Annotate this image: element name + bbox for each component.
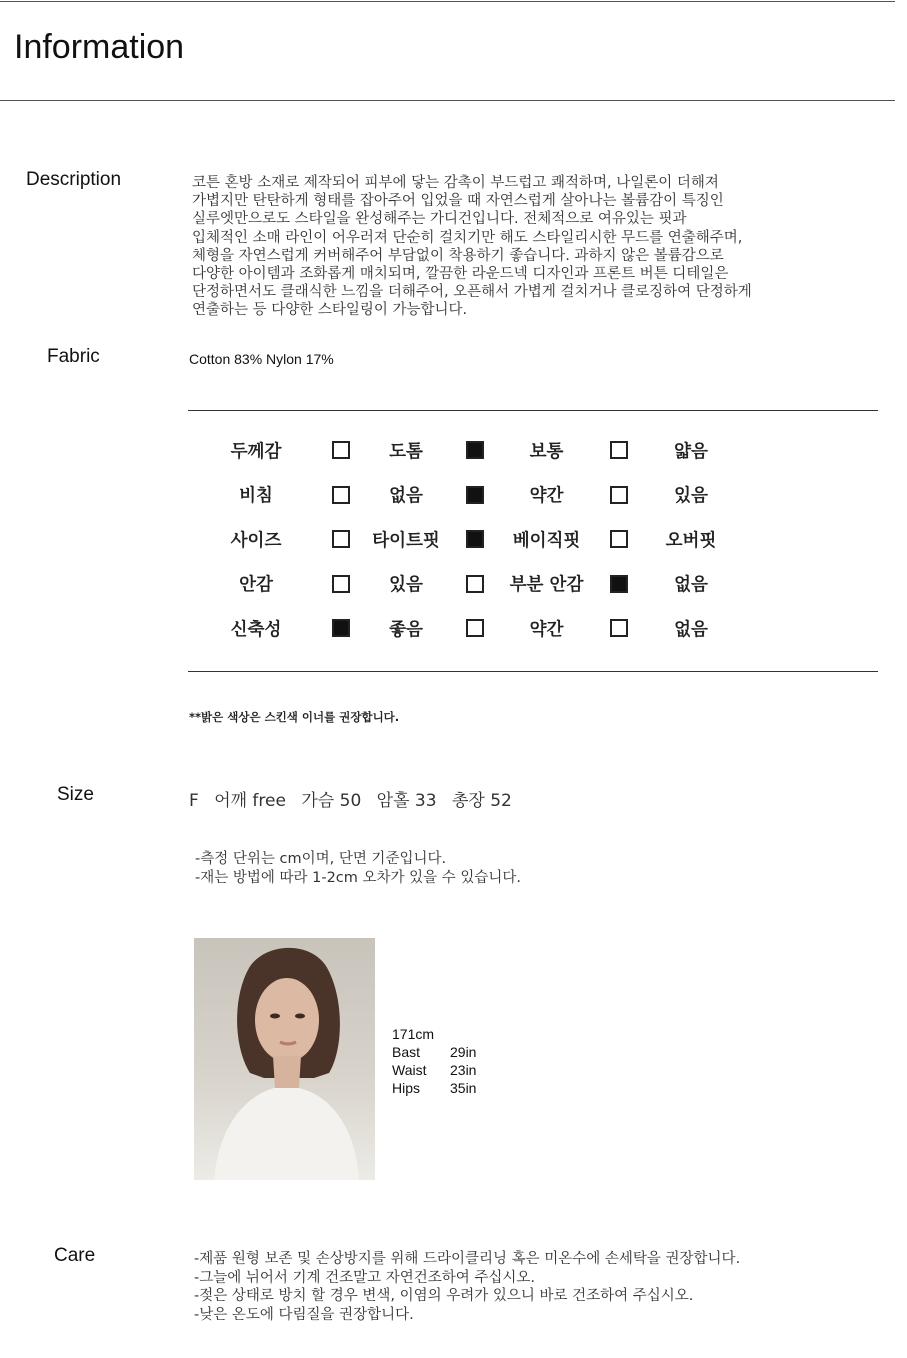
attribute-label: 사이즈 (230, 530, 282, 551)
attribute-row (188, 428, 742, 473)
top-border (0, 1, 895, 2)
color-note: **밝은 색상은 스킨색 이너를 권장합니다. (189, 710, 400, 724)
attribute-option: 없음 (389, 486, 423, 507)
attribute-option: 도톰 (389, 441, 423, 462)
unchecked-box-icon (610, 619, 628, 637)
attribute-option: 좋음 (389, 619, 423, 640)
attribute-option: 보통 (529, 441, 564, 462)
size-value: 암홀 33 (376, 791, 437, 811)
measurement-name: Hips (392, 1080, 421, 1096)
size-value: 어깨 free (214, 791, 286, 811)
care-line: -젖은 상태로 방치 할 경우 변색, 이염의 우려가 있으니 바로 건조하여 주십시오. (194, 1288, 694, 1304)
size-value: 총장 52 (451, 791, 512, 811)
attributes-bottom-divider (188, 671, 878, 672)
measurement-notes (195, 850, 521, 887)
fabric-value: Cotton 83% Nylon 17% (189, 351, 334, 367)
attribute-option: 없음 (674, 619, 708, 640)
attribute-label: 비침 (239, 486, 273, 507)
attribute-option: 베이직핏 (512, 530, 581, 551)
size-value: 가슴 50 (301, 791, 362, 811)
description-label: Description (26, 169, 122, 190)
attribute-option: 약간 (529, 486, 564, 507)
measurement-value: 23in (450, 1062, 477, 1078)
attribute-row (188, 562, 742, 607)
measurement-name: Bast (392, 1044, 421, 1060)
attribute-option: 없음 (674, 575, 708, 596)
attribute-checkbox-cell (598, 562, 640, 607)
attribute-checkbox-cell (324, 562, 357, 607)
attributes-top-divider (188, 410, 878, 411)
measurement-name: Waist (392, 1062, 427, 1078)
unchecked-box-icon (332, 441, 350, 459)
attribute-label: 안감 (239, 575, 273, 596)
description-line: 가볍지만 탄탄하게 형태를 잡아주어 입었을 때 자연스럽게 살아나는 볼륨감이 특징인 (192, 193, 724, 210)
attribute-label: 두께감 (230, 441, 282, 462)
attribute-row (188, 606, 742, 651)
page-title: Information (14, 28, 185, 66)
description-line: 연출하는 등 다양한 스타일링이 가능합니다. (192, 302, 468, 319)
unchecked-box-icon (466, 619, 484, 637)
attribute-row (188, 517, 742, 562)
attribute-row (188, 473, 742, 518)
care-line: -낮은 온도에 다림질을 권장합니다. (194, 1306, 414, 1323)
model-info (392, 1025, 476, 1097)
attribute-checkbox-cell (455, 606, 495, 651)
unchecked-box-icon (332, 530, 350, 548)
attribute-option: 오버핏 (665, 530, 717, 551)
checked-box-icon (466, 486, 484, 504)
attribute-checkbox-cell (324, 606, 357, 651)
description-text (192, 174, 832, 320)
model-illustration (194, 938, 375, 1180)
attribute-checkbox-cell (598, 517, 640, 562)
fabric-label: Fabric (47, 346, 100, 367)
model-measurement (392, 1043, 476, 1061)
description-line: 단정하면서도 클래식한 느낌을 더해주어, 오픈해서 가볍게 걸치거나 클로징하여 단정하게 (192, 284, 752, 301)
measurement-value: 29in (450, 1044, 477, 1060)
attribute-option: 얇음 (674, 441, 708, 462)
attribute-checkbox-cell (324, 428, 357, 473)
attribute-option: 있음 (389, 575, 423, 596)
unchecked-box-icon (610, 486, 628, 504)
attribute-label: 신축성 (230, 619, 282, 640)
measurement-note: -측정 단위는 cm이며, 단면 기준입니다. (195, 851, 447, 867)
title-divider (0, 100, 895, 101)
checked-box-icon (610, 575, 628, 593)
attribute-checkbox-cell (455, 428, 495, 473)
description-line: 실루엣만으로도 스타일을 완성해주는 가디건입니다. 전체적으로 여유있는 핏과 (192, 211, 687, 228)
attribute-checkbox-cell (455, 562, 495, 607)
model-measurement (392, 1079, 476, 1097)
attribute-checkbox-cell (598, 428, 640, 473)
attribute-checkbox-cell (324, 473, 357, 518)
model-height: 171cm (392, 1026, 435, 1042)
care-label: Care (54, 1245, 96, 1266)
attribute-table (188, 428, 742, 651)
unchecked-box-icon (332, 486, 350, 504)
attribute-checkbox-cell (598, 606, 640, 651)
attribute-checkbox-cell (324, 517, 357, 562)
model-photo (194, 938, 375, 1180)
checked-box-icon (332, 619, 350, 637)
attribute-option: 타이트핏 (372, 530, 440, 551)
measurement-value: 35in (450, 1080, 477, 1096)
description-line: 입체적인 소매 라인이 어우러져 단순히 걸치기만 해도 스타일리시한 무드를 연출해주며, (192, 229, 743, 246)
attribute-option: 약간 (529, 619, 564, 640)
description-line: 코튼 혼방 소재로 제작되어 피부에 닿는 감촉이 부드럽고 쾌적하며, 나일론이 더해져 (192, 175, 719, 191)
measurement-note: -재는 방법에 따라 1-2cm 오차가 있을 수 있습니다. (195, 869, 522, 886)
unchecked-box-icon (332, 575, 350, 593)
attribute-checkbox-cell (455, 517, 495, 562)
attribute-checkbox-cell (598, 473, 640, 518)
unchecked-box-icon (610, 530, 628, 548)
size-label: Size (57, 784, 94, 805)
care-line: -그늘에 뉘어서 기계 건조말고 자연건조하여 주십시오. (194, 1269, 536, 1286)
checked-box-icon (466, 530, 484, 548)
size-value: F (189, 791, 199, 811)
care-line: -제품 원형 보존 및 손상방지를 위해 드라이클리닝 혹은 미온수에 손세탁을 권장합니다. (194, 1251, 741, 1267)
size-values (189, 786, 522, 811)
attribute-option: 있음 (674, 486, 708, 507)
description-line: 체형을 자연스럽게 커버해주어 부담없이 착용하기 좋습니다. 과하지 않은 볼륨감으로 (192, 247, 724, 264)
model-measurement (392, 1061, 476, 1079)
unchecked-box-icon (466, 575, 484, 593)
attribute-checkbox-cell (455, 473, 495, 518)
care-instructions (194, 1250, 740, 1324)
unchecked-box-icon (610, 441, 628, 459)
description-line: 다양한 아이템과 조화롭게 매치되며, 깔끔한 라운드넥 디자인과 프론트 버튼 디테일은 (192, 266, 729, 283)
checked-box-icon (466, 441, 484, 459)
attribute-option: 부분 안감 (509, 575, 584, 596)
